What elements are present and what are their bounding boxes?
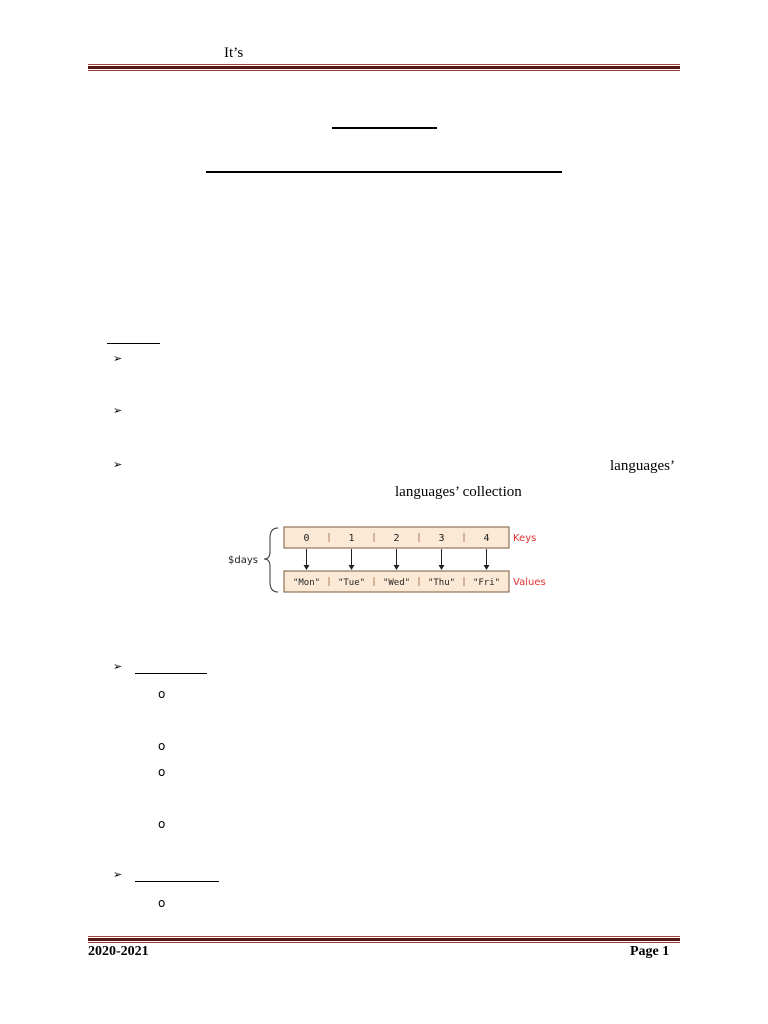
key-cell-0: 0: [303, 533, 310, 544]
footer-page-number: Page 1: [630, 944, 670, 959]
languages-text: languages’: [610, 458, 675, 474]
footer-rule-bottom: [88, 942, 680, 943]
value-cell-0: "Mon": [292, 578, 321, 588]
bullet-circle-icon: o: [158, 687, 166, 701]
arrow-head-icon: [304, 565, 310, 570]
bullet-arrow-icon: ➢: [113, 404, 123, 417]
header-rule-top: [88, 64, 680, 65]
footer-year: 2020-2021: [88, 944, 149, 959]
footer-rule-top: [88, 936, 680, 937]
arrow-head-icon: [349, 565, 355, 570]
subtitle-underline: [206, 171, 562, 173]
variable-label: $days: [228, 555, 258, 566]
arrow-head-icon: [484, 565, 490, 570]
bullet-circle-icon: o: [158, 765, 166, 779]
value-cell-1: "Tue": [337, 578, 366, 588]
languages-collection-text: languages’ collection: [395, 484, 522, 500]
key-cell-4: 4: [483, 533, 490, 544]
key-cell-1: 1: [348, 533, 355, 544]
title-underline: [332, 127, 437, 129]
header-text: It’s: [224, 45, 244, 61]
array-diagram-svg: [226, 524, 556, 596]
values-label: Values: [513, 577, 546, 588]
value-cell-3: "Thu": [427, 578, 456, 588]
bullet-circle-icon: o: [158, 896, 166, 910]
brace-shape: [264, 528, 278, 592]
bullet-arrow-icon: ➢: [113, 352, 123, 365]
bullet-circle-icon: o: [158, 739, 166, 753]
subheading-underline: [135, 881, 219, 882]
value-cell-4: "Fri": [472, 578, 501, 588]
arrow-head-icon: [439, 565, 445, 570]
section-heading-underline: [107, 343, 160, 344]
key-cell-2: 2: [393, 533, 400, 544]
header-rule: [88, 66, 680, 69]
footer-rule: [88, 938, 680, 941]
key-cell-3: 3: [438, 533, 445, 544]
bullet-arrow-icon: ➢: [113, 868, 123, 881]
subheading-underline: [135, 673, 207, 674]
array-diagram: [226, 524, 556, 596]
bullet-arrow-icon: ➢: [113, 660, 123, 673]
arrow-head-icon: [394, 565, 400, 570]
header-rule-bottom: [88, 70, 680, 71]
bullet-circle-icon: o: [158, 817, 166, 831]
keys-label: Keys: [513, 533, 537, 544]
bullet-arrow-icon: ➢: [113, 458, 123, 471]
value-cell-2: "Wed": [382, 578, 411, 588]
